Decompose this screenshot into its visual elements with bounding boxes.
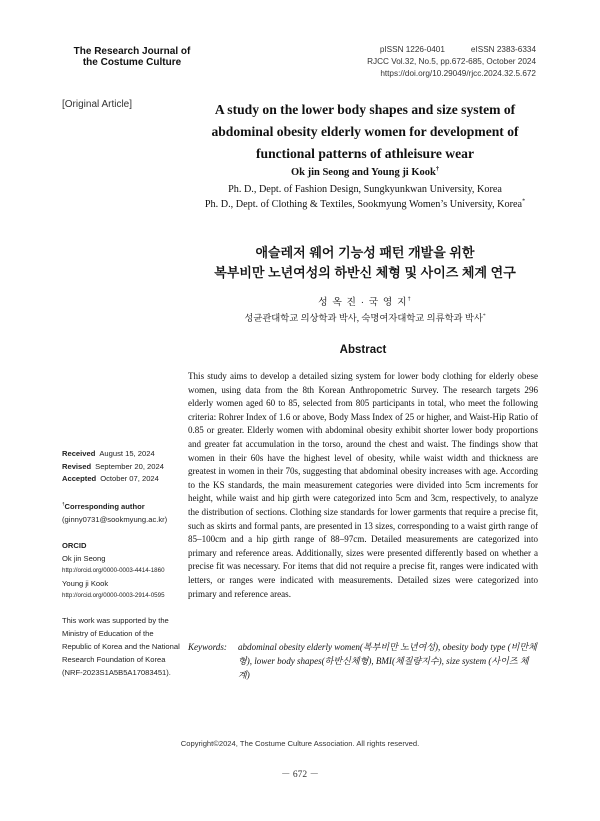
korean-author-names: 성 옥 진 · 국 영 지 <box>318 297 408 308</box>
revised-label: Revised <box>62 461 92 471</box>
accepted-label: Accepted <box>62 474 97 483</box>
orcid-author1: Ok jin Seong <box>62 553 106 563</box>
abstract-heading: Abstract <box>339 344 387 356</box>
keywords-label: Keywords: <box>188 642 227 652</box>
corresponding-author <box>62 501 184 526</box>
article-type: [Original Article] <box>62 99 133 110</box>
keywords-text: abdominal obesity elderly women(복부비만 노년여성), obesity body type (비만체형), lower body shapes(하반신체형), BMI(체질량지수), size system (사이즈 체계) <box>238 642 537 680</box>
corresponding-heading <box>62 501 184 514</box>
accepted-value: October 07, 2024 <box>100 474 159 483</box>
copyright: Copyright©2024, The Costume Culture Association. All rights reserved. <box>180 739 420 748</box>
korean-affiliation-text: 성균관대학교 의상학과 박사, 숙명여자대학교 의류학과 박사 <box>244 314 483 324</box>
orcid-author2: Young ji Kook <box>62 578 109 588</box>
korean-authors <box>190 294 540 308</box>
korean-title-line1: 애슬레저 웨어 기능성 패턴 개발을 위한 <box>255 245 475 260</box>
affiliation-2-text: Ph. D., Dept. of Clothing & Textiles, Sookmyung Women’s University, Korea <box>204 199 523 210</box>
author-names: Ok jin Seong and Young ji Kook <box>290 167 436 178</box>
pissn: pISSN 1226-0401 <box>379 45 445 54</box>
received-date <box>62 448 184 461</box>
journal-name-line1: The Research Journal of <box>73 46 191 57</box>
eissn: eISSN 2383-6334 <box>470 45 536 54</box>
orcid-heading: ORCID <box>62 541 87 550</box>
received-value: August 15, 2024 <box>99 449 155 458</box>
keywords <box>188 640 538 682</box>
affiliation-1: Ph. D., Dept. of Fashion Design, Sungkyunkwan University, Korea <box>228 184 502 195</box>
affiliation-2 <box>190 198 540 212</box>
korean-authors-mark: † <box>407 296 412 303</box>
doi-link[interactable]: https://doi.org/10.29049/rjcc.2024.32.5.672 <box>380 69 536 78</box>
revised-date <box>62 461 184 474</box>
corresponding-email[interactable]: (ginny0731@sookmyung.ac.kr) <box>62 514 168 524</box>
issn-line <box>316 44 536 56</box>
accepted-date <box>62 473 184 486</box>
citation: RJCC Vol.32, No.5, pp.672-685, October 2024 <box>367 57 536 66</box>
journal-name <box>62 46 202 68</box>
korean-title-line2: 복부비만 노년여성의 하반신 체형 및 사이즈 체계 연구 <box>214 265 516 280</box>
journal-meta <box>316 44 536 80</box>
orcid-block <box>62 540 184 603</box>
authors <box>190 167 540 178</box>
korean-title <box>190 243 540 283</box>
article-title: A study on the lower body shapes and size system of abdominal obesity elderly women for development of functional patterns of athleisure wear <box>211 102 519 161</box>
korean-affiliation <box>190 310 540 324</box>
page-number: － 672 － <box>280 770 319 780</box>
revised-value: September 20, 2024 <box>95 461 164 471</box>
received-label: Received <box>62 449 96 458</box>
journal-name-line2: the Costume Culture <box>82 57 182 68</box>
orcid-url2[interactable]: http://orcid.org/0000-0003-2914-0595 <box>62 592 165 599</box>
article-dates <box>62 448 184 486</box>
affiliation-2-mark: * <box>522 198 526 205</box>
corresponding-heading-text: Corresponding author <box>64 502 145 511</box>
korean-affiliation-mark: * <box>482 312 486 319</box>
abstract-text: This study aims to develop a detailed sizing system for lower body clothing for elderly obese women, using data from the 8th Korean Anthropometric Survey. The research targets 296 elderly women aged 60 to 85, selected from 805 participants in total, who meet the following criteria: Rohrer Index of 1.6 or above, Body Mass Index of 25 or higher, and Waist-Hip Ratio of 0.85 or greater. Elderly women with abdominal obesity exhibit shorter lower body proportions and greater fat accumulation in the torso, around the chest and waist. The findings show that women in their 60s have the highest level of obesity, while waist width and thickness are greatest in women in their 70s, suggesting that abdominal obesity increases with age. According to the KS standards, the main measurement categories were divided into 5cm increments for height, while waist and hip girth were categorized into 5cm and 3cm, respectively, to analyze the distribution of sections. Clothing size standards for lower garments that require a precise fit, such as skirts and formal pants, are presented in 13 sizes, corresponding to a waist girth range of 85–100cm and a hip girth range of 88–97cm. Detailed measurements are categorized into primary and reference areas. Additionally, sizes were presented differently based on whether a precise fit was necessary. For items that did not require a precise fit, ranges were indicated with letters, or ranges were indicated with measurements. Detailed sizes were categorized into primary and reference areas. <box>188 371 538 599</box>
corresponding-author-mark: † <box>62 501 65 507</box>
funding-note: This work was supported by the Ministry of Education of the Republic of Korea and the National Research Foundation of Korea (NRF-2023S1A5B5A17083451). <box>62 616 180 677</box>
orcid-url1[interactable]: http://orcid.org/0000-0003-4414-1860 <box>62 567 165 574</box>
corresponding-mark: † <box>435 165 440 173</box>
